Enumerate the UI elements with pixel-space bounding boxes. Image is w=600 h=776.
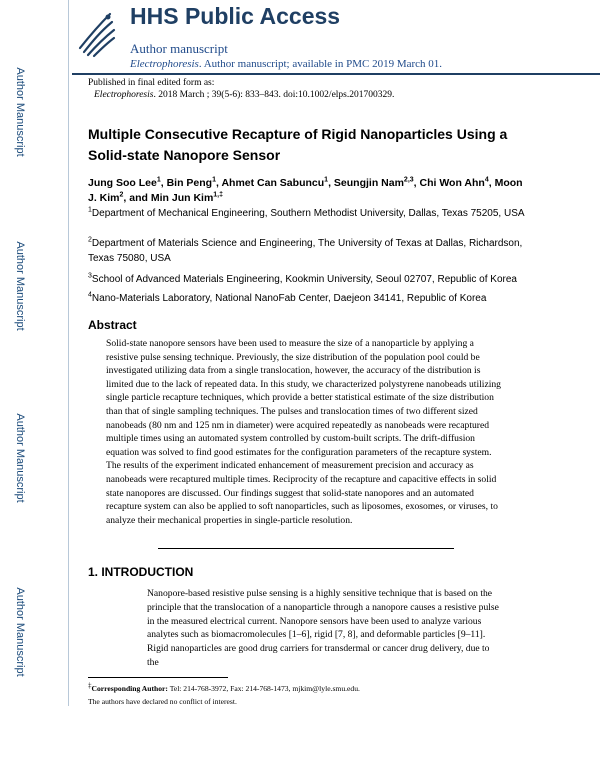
sidebar-label-2: Author Manuscript	[14, 241, 26, 331]
affiliation: $^1$Department of Mechanical Engineering, Southern Methodist University, Dallas, Texas 75205, USA	[88, 206, 525, 219]
author-manuscript-label: Author manuscript	[130, 41, 228, 56]
introduction-body: Nanopore-based resistive pulse sensing is a highly sensitive technique that is based on the principle that the translocation of a nanoparticle through a nanopore causes a resistive pulse in the measured electrical current. Nanopore sensors have been used to analyze various analytes such as biomacromolecules [1–6], rigid [7, 8], and deformable particles [9–11]. Rigid nanoparticles are good drug carriers for transdermal or cancer drug delivery, due to the	[147, 588, 499, 668]
sidebar-divider	[68, 0, 69, 706]
introduction-heading: 1. INTRODUCTION	[88, 565, 194, 579]
footnote-rule	[88, 677, 228, 678]
hhs-eagle-logo-icon	[74, 8, 118, 58]
author: Seungjin Nam	[333, 177, 404, 189]
author: Jung Soo Lee	[88, 177, 157, 189]
hhs-public-access-title: HHS Public Access	[130, 3, 341, 29]
author: Moon J. Kim	[88, 177, 523, 204]
sidebar-label-3: Author Manuscript	[14, 413, 26, 503]
abstract-rule	[158, 548, 454, 549]
article-title: Multiple Consecutive Recapture of Rigid Nanoparticles Using a Solid-state Nanopore Sensor	[88, 126, 508, 163]
affiliation: $^3$School of Advanced Materials Engineering, Kookmin University, Seoul 02707, Republic of Korea	[88, 272, 517, 285]
citation: Electrophoresis. 2018 March ; 39(5-6): 833–843. doi:10.1002/elps.201700329.	[94, 90, 395, 100]
author: Chi Won Ahn	[419, 177, 485, 189]
abstract-heading: Abstract	[88, 318, 137, 332]
sidebar-label-1: Author Manuscript	[14, 67, 26, 157]
affiliation: $^4$Nano-Materials Laboratory, National NanoFab Center, Daejeon 34141, Republic of Korea	[88, 291, 487, 304]
abstract-body: Solid-state nanopore sensors have been used to measure the size of a nanoparticle by applying a resistive pulse sensing technique. Previously, the size distribution of the population pool could be investigated utilizing data from a single translocation, however, the accuracy of the distribution is limited due to the lack of repeated data. In this study, we characterized polystyrene nanobeads utilizing single particle recapture techniques, which provide a better statistical estimate of the size distribution than that of single sampling techniques. The pulses and translocation times of two different sized nanobeads (80 nm and 125 nm in diameter) were acquired repeatedly as nanobeads were recaptured multiple times using an automated system controlled by custom-built scripts. The drift-diffusion equation was solved to find good estimates for the configuration parameters of the recapture system. The results of the experiment indicated enhancement of measurement precision and accuracy as nanobeads were recaptured multiple times. Reciprocity of the recapture and capacitive effects in solid state nanopores are discussed. Our findings suggest that solid-state nanopores and an automated recapture system can also be applied to soft nanoparticles, such as liposomes, exosomes, or viruses, to analyze their mechanical properties in single-particle resolution.	[106, 338, 501, 526]
author: Min Jun Kim	[150, 192, 214, 204]
author-list: Jung Soo Lee$^1$, Bin Peng$^1$, Ahmet Can Sabuncu$^1$, Seungjin Nam$^{2,3}$, Chi Won Ahn$^4$, Moon J. Kim$^2$, and Min Jun Kim$^{1,\ddagger}$	[88, 176, 523, 204]
corresponding-author-footnote: ‡Corresponding Author: Tel: 214-768-3972, Fax: 214-768-1473, mjkim@lyle.smu.edu.	[88, 681, 360, 693]
affiliation: $^2$Department of Materials Science and Engineering, The University of Texas at Dallas, Richardson, Texas 75080, USA	[88, 236, 523, 264]
conflict-footnote: The authors have declared no conflict of interest.	[88, 697, 237, 706]
published-in-label: Published in final edited form as:	[88, 78, 215, 88]
pmc-availability: Electrophoresis. Author manuscript; available in PMC 2019 March 01.	[130, 58, 443, 70]
sidebar-label-4: Author Manuscript	[14, 587, 26, 677]
header-rule	[72, 73, 600, 75]
author: Bin Peng	[166, 177, 213, 189]
author: Ahmet Can Sabuncu	[221, 177, 325, 189]
